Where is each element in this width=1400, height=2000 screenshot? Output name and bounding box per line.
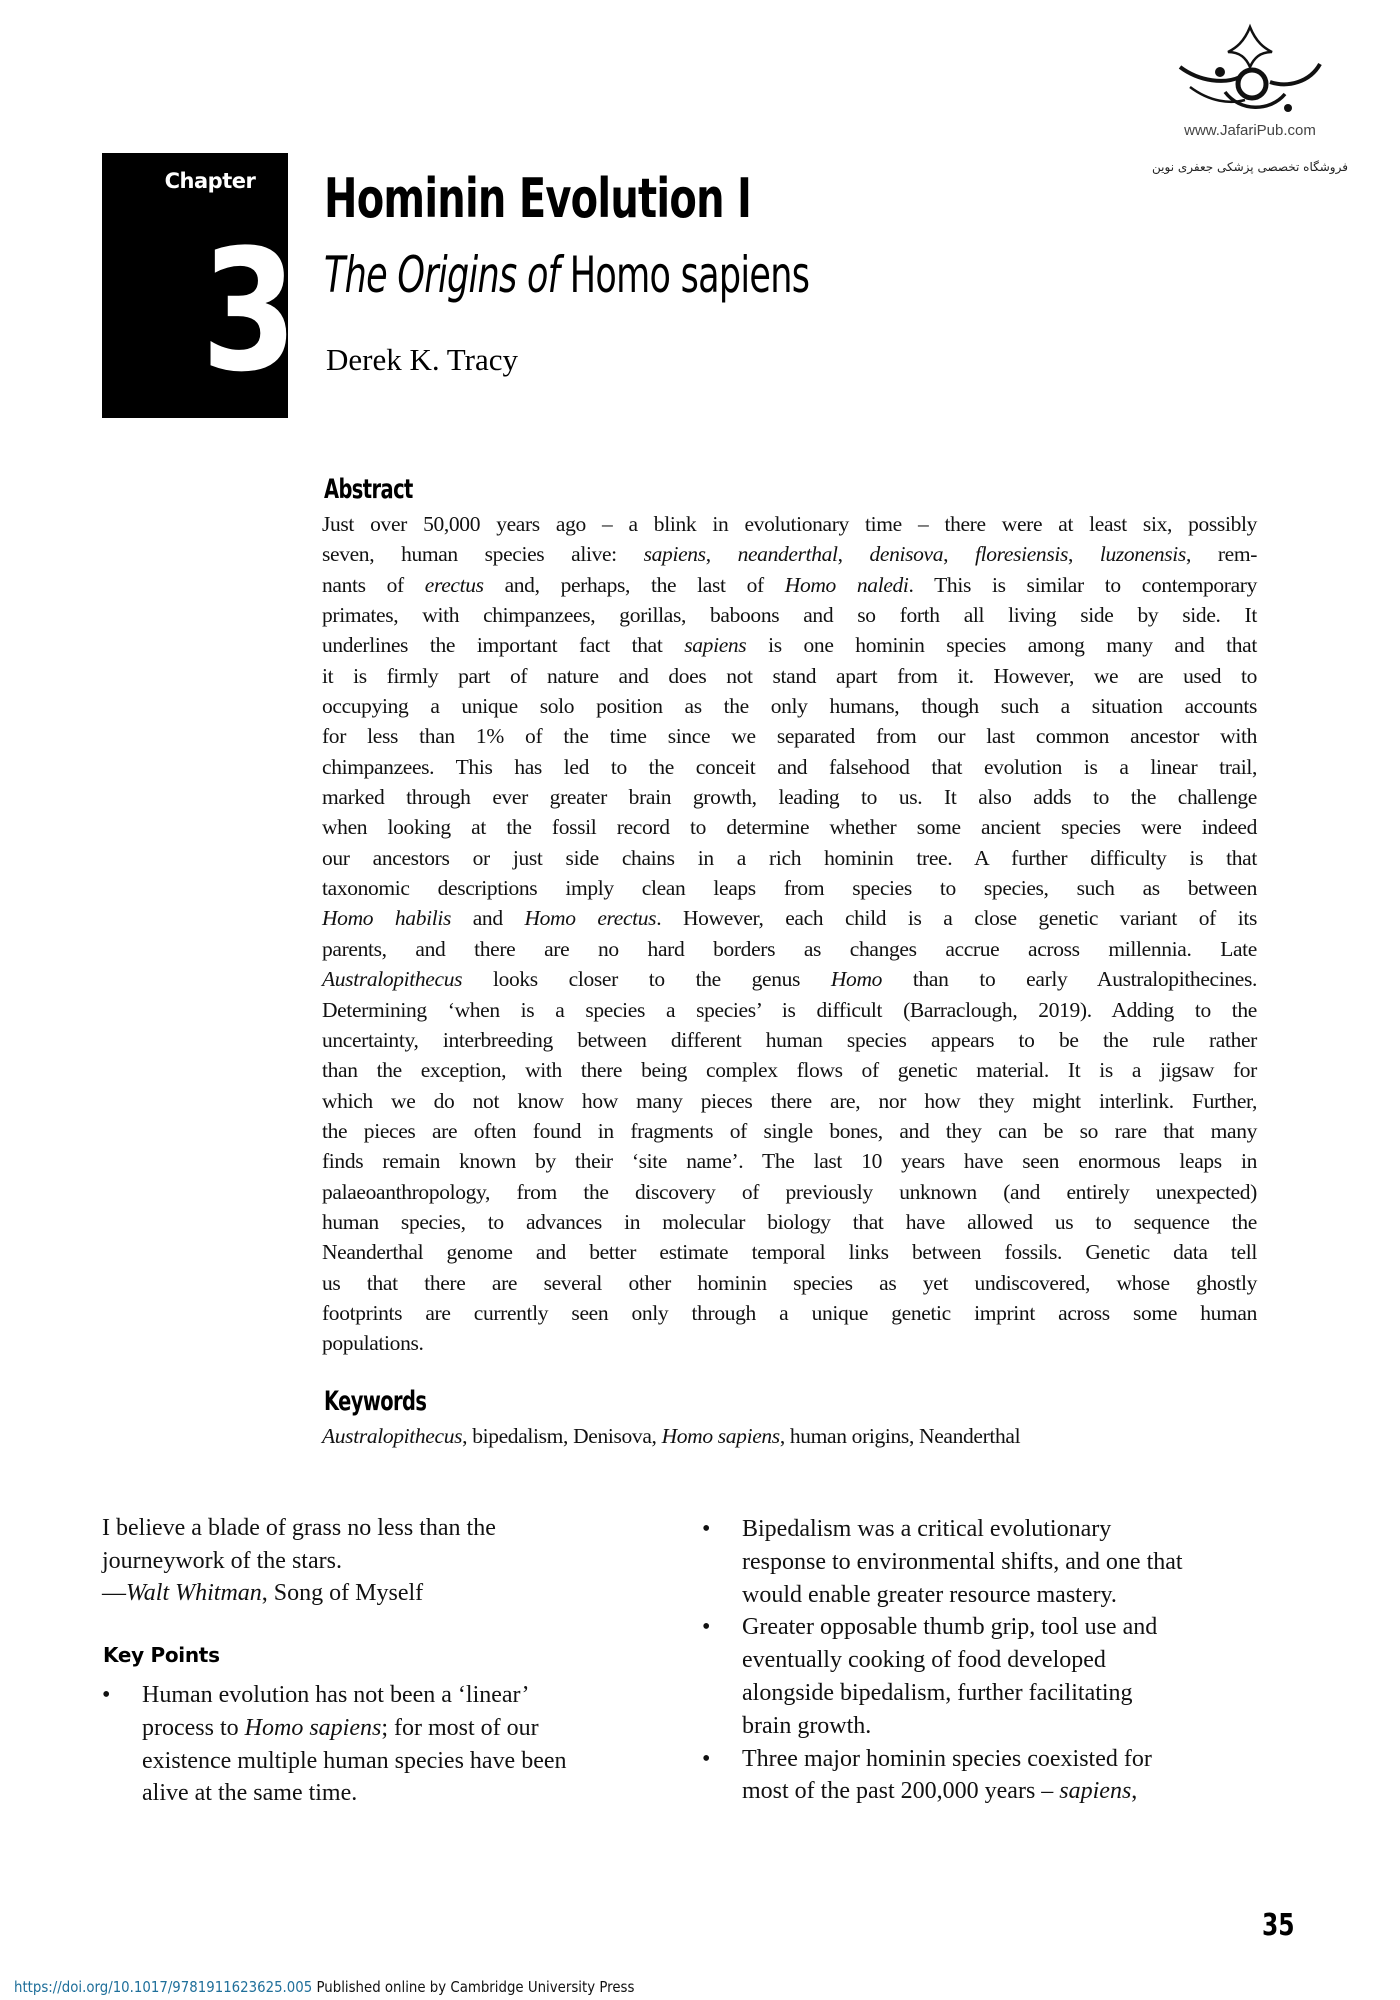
abstract-line (322, 903, 1257, 933)
text-run: . This is similar to contemporary (908, 572, 1257, 597)
text-run: which we do not know how many pieces there are, nor how they might interlink. Further, (322, 1088, 1257, 1113)
publisher-store-name: فروشگاه تخصصی پزشکی جعفری نوین (1152, 160, 1348, 174)
keyword-separator: , (908, 1424, 920, 1448)
keyword-separator: , (651, 1424, 662, 1448)
text-run: when looking at the fossil record to determine whether some ancient species were indeed (322, 815, 1257, 840)
page-number: 35 (1262, 1908, 1295, 1943)
text-run: than to early Australopithecines. (882, 967, 1257, 992)
text-run: process to (142, 1714, 245, 1741)
key-points-left-column (102, 1679, 662, 1810)
text-run: . However, each child is a close genetic variant of its (656, 906, 1257, 931)
text-run: human species, to advances in molecular biology that have allowed us to sequence the (322, 1209, 1257, 1234)
text-run: primates, with chimpanzees, gorillas, baboons and so forth all living side by side. It (322, 603, 1257, 628)
text-run: Neanderthal genome and better estimate temporal links between fossils. Genetic data tell (322, 1240, 1257, 1265)
text-run: , (705, 542, 738, 567)
text-run: it is firmly part of nature and does not stand apart from it. However, we are used to (322, 663, 1257, 688)
keyword: Australopithecus (322, 1424, 463, 1448)
keyword: Denisova (573, 1424, 652, 1448)
abstract-line (322, 539, 1257, 569)
italic-run: neanderthal (737, 542, 838, 567)
key-point-line (142, 1777, 662, 1810)
text-run: occupying a unique solo position as the only humans, though such a situation accounts (322, 694, 1257, 719)
text-run: us that there are several other hominin species as yet undiscovered, whose ghostly (322, 1270, 1257, 1295)
key-points-right-column (702, 1513, 1262, 1808)
doi-link[interactable]: https://doi.org/10.1017/9781911623625.005 (14, 1978, 313, 1996)
key-point-item (702, 1743, 1262, 1809)
abstract-line (322, 1025, 1257, 1055)
abstract-line (322, 570, 1257, 600)
abstract-line (322, 1055, 1257, 1085)
keyword-separator: , (462, 1424, 473, 1448)
published-by-text: Published online by Cambridge University Press (312, 1978, 635, 1996)
text-run: Determining ‘when is a species a species’ is difficult (Barraclough, 2019). Adding to the (322, 997, 1257, 1022)
abstract-line (322, 752, 1257, 782)
keyword-separator: , (779, 1424, 790, 1448)
text-run: chimpanzees. This has led to the conceit and falsehood that evolution is a linear trail, (322, 754, 1257, 779)
text-run: footprints are currently seen only through a unique genetic imprint across some human (322, 1300, 1257, 1325)
chapter-subtitle (324, 246, 810, 304)
text-run: our ancestors or just side chains in a rich hominin tree. A further difficulty is that (322, 845, 1257, 870)
epigraph-author: Walt Whitman (126, 1580, 262, 1606)
text-run: alongside bipedalism, further facilitating (742, 1679, 1133, 1706)
abstract-line (322, 1237, 1257, 1267)
epigraph-quote-line: I believe a blade of grass no less than the (102, 1515, 496, 1541)
epigraph-source: , Song of Myself (261, 1580, 424, 1606)
italic-run: erectus (424, 572, 484, 597)
text-run: marked through ever greater brain growth, leading to us. It also adds to the challenge (322, 785, 1257, 810)
text-run: existence multiple human species have been (142, 1747, 567, 1774)
keyword-separator: , (563, 1424, 574, 1448)
italic-run: luzonensis (1099, 542, 1186, 567)
abstract-line (322, 1177, 1257, 1207)
text-run: palaeoanthropology, from the discovery of previously unknown (and entirely unexpected) (322, 1179, 1257, 1204)
abstract-line (322, 1086, 1257, 1116)
text-run: Just over 50,000 years ago – a blink in evolutionary time – there were at least six, possibly (322, 512, 1257, 536)
key-point-item (702, 1513, 1262, 1611)
text-run: brain growth. (742, 1712, 872, 1739)
text-run: , (1067, 542, 1100, 567)
text-run: Greater opposable thumb grip, tool use and (742, 1614, 1158, 1641)
text-run: is one hominin species among many and that (746, 633, 1257, 658)
text-run: , rem- (1185, 542, 1257, 567)
keywords-list (322, 1424, 1020, 1449)
bullet-icon: • (702, 1614, 711, 1641)
text-run: Bipedalism was a critical evolutionary (742, 1516, 1112, 1542)
key-point-line (142, 1712, 662, 1745)
italic-run: sapiens (684, 633, 747, 658)
text-run: than the exception, with there being complex flows of genetic material. It is a jigsaw for (322, 1058, 1257, 1083)
key-point-line (742, 1677, 1262, 1710)
bullet-icon: • (702, 1516, 711, 1542)
text-run: the pieces are often found in fragments of single bones, and they can be so rare that many (322, 1118, 1257, 1143)
italic-run: Homo erectus (524, 906, 657, 931)
subtitle-italic: The Origins of (324, 246, 560, 304)
abstract-line (322, 843, 1257, 873)
key-point-line (742, 1710, 1262, 1743)
abstract-line (322, 600, 1257, 630)
key-point-line (742, 1611, 1262, 1644)
key-point-line (742, 1743, 1262, 1776)
text-run: ; for most of our (381, 1714, 539, 1741)
epigraph-quote-line: journeywork of the stars. (102, 1547, 342, 1574)
abstract-line (322, 934, 1257, 964)
italic-run: Homo habilis (322, 906, 451, 931)
text-run: nants of (322, 572, 425, 597)
footer-citation (14, 1978, 634, 1996)
abstract-line (322, 1328, 1257, 1358)
chapter-title: Hominin Evolution I (324, 167, 752, 230)
keyword: Homo sapiens (661, 1424, 780, 1448)
text-run: Human evolution has not been a ‘linear’ (142, 1682, 530, 1708)
italic-run: Homo naledi (784, 572, 909, 597)
key-points-heading: Key Points (103, 1643, 220, 1667)
bullet-icon: • (102, 1682, 111, 1708)
abstract-body (322, 509, 1257, 1359)
text-run: and, perhaps, the last of (483, 572, 785, 597)
abstract-line (322, 661, 1257, 691)
abstract-line (322, 509, 1257, 539)
keywords-heading: Keywords (324, 1386, 427, 1417)
text-run: Three major hominin species coexisted for (742, 1745, 1152, 1772)
text-run: would enable greater resource mastery. (742, 1581, 1117, 1608)
text-run: alive at the same time. (142, 1780, 358, 1807)
abstract-line (322, 995, 1257, 1025)
subtitle-plain: Homo sapiens (569, 246, 810, 304)
text-run: uncertainty, interbreeding between different human species appears to be the rule rather (322, 1027, 1257, 1052)
chapter-author: Derek K. Tracy (326, 342, 518, 377)
key-point-line (742, 1644, 1262, 1677)
abstract-line (322, 1298, 1257, 1328)
abstract-line (322, 1146, 1257, 1176)
italic-run: Australopithecus (322, 967, 463, 992)
text-run: eventually cooking of food developed (742, 1647, 1106, 1674)
abstract-line (322, 721, 1257, 751)
publisher-url[interactable]: www.JafariPub.com (1184, 122, 1316, 139)
epigraph (102, 1512, 622, 1610)
abstract-line (322, 1207, 1257, 1237)
text-run: looks closer to the genus (462, 967, 831, 992)
calligraphy-logo-icon (1170, 22, 1330, 117)
italic-run: Homo (830, 967, 883, 992)
key-point-item (102, 1679, 662, 1810)
italic-run: Homo sapiens (244, 1714, 382, 1741)
italic-run: sapiens (1059, 1778, 1132, 1805)
key-point-line (742, 1579, 1262, 1612)
key-point-line (742, 1513, 1262, 1546)
chapter-number: 3 (201, 213, 294, 409)
text-run: finds remain known by their ‘site name’. The last 10 years have seen enormous leaps in (322, 1149, 1257, 1174)
text-run: taxonomic descriptions imply clean leaps from species to species, such as between (322, 876, 1257, 901)
keyword: bipedalism (472, 1424, 564, 1448)
keyword: Neanderthal (919, 1424, 1021, 1448)
text-run: and (450, 906, 525, 931)
italic-run: floresiensis (975, 542, 1068, 567)
key-point-line (142, 1679, 662, 1712)
abstract-heading: Abstract (324, 474, 413, 505)
abstract-line (322, 691, 1257, 721)
abstract-line (322, 1116, 1257, 1146)
key-point-line (742, 1775, 1262, 1808)
abstract-line (322, 782, 1257, 812)
chapter-label: Chapter (164, 169, 256, 193)
text-run: seven, human species alive: (322, 542, 644, 567)
abstract-line (322, 630, 1257, 660)
text-run: , (837, 542, 870, 567)
text-run: , (943, 542, 976, 567)
abstract-line (322, 873, 1257, 903)
chapter-number-box (102, 153, 294, 418)
epigraph-attribution (102, 1577, 622, 1610)
italic-run: denisova (869, 542, 944, 567)
text-run: for less than 1% of the time since we separated from our last common ancestor with (322, 724, 1257, 749)
key-point-line (142, 1745, 662, 1778)
text-run: underlines the important fact that (322, 633, 685, 658)
publisher-logo (1150, 22, 1350, 174)
text-run: most of the past 200,000 years – (742, 1778, 1060, 1805)
text-run: populations. (322, 1331, 424, 1356)
text-run: parents, and there are no hard borders as changes accrue across millennia. Late (322, 936, 1257, 961)
epigraph-dash: — (102, 1580, 126, 1606)
abstract-line (322, 1268, 1257, 1298)
text-run: , (1131, 1778, 1138, 1805)
abstract-line (322, 964, 1257, 994)
bullet-icon: • (702, 1745, 711, 1772)
keyword: human origins (789, 1424, 909, 1448)
text-run: response to environmental shifts, and one that (742, 1548, 1183, 1575)
abstract-line (322, 812, 1257, 842)
key-point-item (702, 1611, 1262, 1742)
italic-run: sapiens (643, 542, 706, 567)
key-point-line (742, 1546, 1262, 1579)
